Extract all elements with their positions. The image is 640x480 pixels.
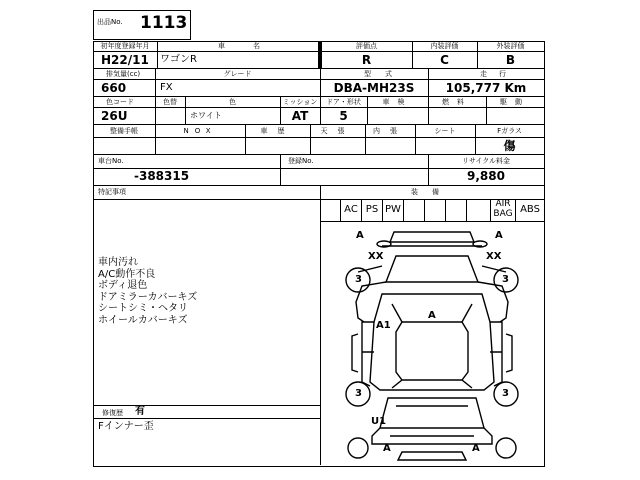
upholstery-label: 内張 xyxy=(373,127,407,135)
repair-label: 修復歴 xyxy=(102,409,123,417)
damage-mark: A1 xyxy=(376,320,391,331)
recycle-label: リサイクル料金 xyxy=(461,157,511,165)
equipment-ps: PS xyxy=(365,204,379,215)
history-label: 車歴 xyxy=(260,127,295,135)
equipment-airbag: AIR BAG xyxy=(493,199,513,219)
chassis-value: -388315 xyxy=(134,169,190,183)
notes-list xyxy=(98,257,197,326)
sunroof-label: 天張 xyxy=(320,127,355,135)
damage-mark: XX xyxy=(486,251,502,262)
color-value: ホワイト xyxy=(190,111,222,120)
model-grade-value: FX xyxy=(160,82,173,93)
year-label: 初年度登録年月 xyxy=(100,42,150,50)
color-change-label: 色替 xyxy=(163,98,177,106)
displacement-value: 660 xyxy=(101,81,127,95)
equipment-abs: ABS xyxy=(520,204,540,215)
doors-label: ドア・形状 xyxy=(326,98,361,106)
damage-mark: A xyxy=(472,443,480,454)
transmission-value: AT xyxy=(291,109,309,123)
note-item: 車内汚れ xyxy=(98,257,138,268)
glass-value: 傷 xyxy=(503,139,516,153)
chassis-label: 車台No. xyxy=(98,157,124,165)
car-damage-diagram xyxy=(322,222,542,464)
registration-label: 登録No. xyxy=(288,157,314,165)
grade-value: R xyxy=(361,53,372,67)
doors-value: 5 xyxy=(339,109,348,123)
repair-note: Fインナー歪 xyxy=(98,421,154,432)
damage-mark: 3 xyxy=(355,388,362,399)
note-item: A/C動作不良 xyxy=(98,268,156,280)
note-item: ボディ退色 xyxy=(98,280,148,291)
seat-label: シート xyxy=(434,127,456,135)
note-item: ホイールカバーキズ xyxy=(98,314,188,326)
equipment-ac: AC xyxy=(344,204,358,215)
equipment-grid xyxy=(320,199,544,221)
equipment-label: 装備 xyxy=(411,188,453,196)
notes-label: 特記事項 xyxy=(98,188,126,196)
color-code-value: 26U xyxy=(101,109,128,123)
interior-value: C xyxy=(440,53,449,67)
damage-mark: U1 xyxy=(371,416,387,427)
manual-label: 整備手帳 xyxy=(110,127,138,135)
damage-mark: XX xyxy=(368,251,384,262)
equipment-pw: PW xyxy=(385,204,401,215)
note-item: シートシミ・ヘタリ xyxy=(98,303,188,314)
damage-mark: 3 xyxy=(502,388,509,399)
transmission-label: ミッション xyxy=(282,98,318,106)
glass-label: Fガラス xyxy=(497,127,522,135)
mileage-value: 105,777 Km xyxy=(445,81,527,95)
exterior-value: B xyxy=(505,53,516,67)
repair-value: 有 xyxy=(135,406,145,417)
name-value: ワゴンR xyxy=(160,54,197,65)
damage-mark: 3 xyxy=(355,274,362,285)
model-value: DBA-MH23S xyxy=(333,81,415,95)
color-code-label: 色コード xyxy=(106,98,134,106)
damage-mark: A xyxy=(495,230,503,241)
year-value: H22/11 xyxy=(101,53,149,67)
note-item: ドアミラーカバーキズ xyxy=(98,291,198,303)
damage-mark: A xyxy=(356,230,364,241)
color-label: 色 xyxy=(229,98,236,106)
recycle-value: 9,880 xyxy=(467,169,505,183)
drive-label: 駆動 xyxy=(500,98,530,106)
model-label: 型式 xyxy=(364,70,406,78)
model-grade-label: グレード xyxy=(223,70,252,78)
name-label: 車名 xyxy=(218,42,288,50)
mileage-label: 走行 xyxy=(480,70,518,78)
inspection-label: 車検 xyxy=(382,98,413,106)
exterior-label: 外装評価 xyxy=(496,42,525,50)
lot-number: 1113 xyxy=(140,13,188,33)
displacement-label: 排気量(cc) xyxy=(106,70,141,78)
grade-label: 評価点 xyxy=(356,42,377,50)
damage-mark: A xyxy=(383,443,391,454)
damage-mark: 3 xyxy=(502,274,509,285)
interior-label: 内装評価 xyxy=(430,42,459,50)
lot-number-label: 出品No. xyxy=(97,18,123,26)
damage-mark: A xyxy=(428,310,436,321)
fuel-label: 燃料 xyxy=(442,98,472,106)
nox-label: NOX xyxy=(183,127,217,135)
